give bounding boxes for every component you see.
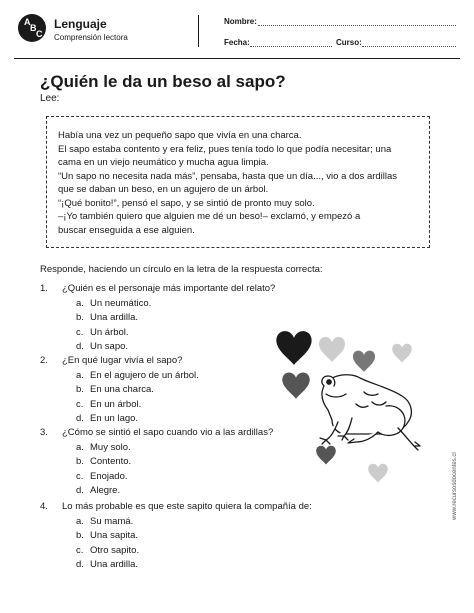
- option-letter[interactable]: a.: [76, 297, 84, 309]
- answer-option[interactable]: [40, 529, 312, 544]
- option-letter[interactable]: d.: [76, 559, 84, 570]
- course-label: Curso:: [336, 38, 362, 47]
- option-text: En el agujero de un árbol.: [90, 369, 199, 381]
- question-1: [40, 282, 275, 355]
- name-label: Nombre:: [224, 17, 257, 26]
- header-rule: [14, 58, 460, 59]
- frog-icon: [320, 375, 420, 450]
- answer-option[interactable]: [40, 484, 273, 499]
- option-letter[interactable]: b.: [76, 530, 84, 541]
- option-letter[interactable]: c.: [76, 544, 84, 556]
- question-number: 1.: [40, 283, 48, 294]
- option-text: Un árbol.: [90, 326, 129, 338]
- option-text: Un sapo.: [90, 341, 129, 352]
- course-field[interactable]: [362, 46, 456, 47]
- option-letter[interactable]: d.: [76, 413, 84, 424]
- option-text: Un neumático.: [90, 297, 152, 309]
- answer-option[interactable]: [40, 544, 312, 559]
- heart-icon: [392, 344, 412, 363]
- logo-letter-a: A: [24, 17, 31, 27]
- answer-option[interactable]: [40, 297, 275, 312]
- answer-option[interactable]: [40, 441, 273, 456]
- option-text: Alegre.: [90, 485, 121, 496]
- question-4: [40, 500, 312, 573]
- question-number: 4.: [40, 501, 48, 512]
- answer-option[interactable]: [40, 558, 312, 573]
- option-letter[interactable]: b.: [76, 312, 84, 323]
- question-3: [40, 426, 273, 499]
- answer-option[interactable]: [40, 470, 273, 485]
- logo-letter-c: C: [36, 29, 43, 39]
- question-text: ¿Cómo se sintió el sapo cuando vio a las ardillas?: [62, 427, 274, 438]
- read-prompt: Lee:: [40, 93, 60, 104]
- option-letter[interactable]: d.: [76, 485, 84, 496]
- date-label: Fecha:: [224, 38, 250, 47]
- story-line: “¡Qué bonito!”, pensó el sapo, y se sintió de pronto muy solo.: [58, 197, 315, 209]
- answer-option[interactable]: [40, 515, 312, 530]
- story-text: [58, 129, 424, 237]
- story-line: que se daban un beso, en un agujero de un árbol.: [58, 184, 269, 195]
- story-line: El sapo estaba contento y era feliz, pues tenía todo lo que podía necesitar; una: [58, 143, 392, 155]
- answer-option[interactable]: [40, 383, 199, 398]
- option-text: En un lago.: [90, 413, 139, 424]
- answer-option[interactable]: [40, 311, 275, 326]
- option-text: En una charca.: [90, 384, 154, 395]
- instruction-text: Responde, haciendo un círculo en la letra de la respuesta correcta:: [40, 264, 323, 275]
- question-number: 3.: [40, 427, 48, 438]
- question-text: ¿Quién es el personaje más importante del relato?: [62, 283, 276, 294]
- question-text: Lo más probable es que este sapito quiera la compañía de:: [62, 501, 312, 512]
- story-line: “Un sapo no necesita nada más”, pensaba, hasta que un día..., vio a dos ardillas: [58, 170, 398, 182]
- header-divider: [198, 15, 199, 47]
- heart-icon: [368, 464, 388, 483]
- option-text: Muy solo.: [90, 441, 131, 453]
- option-text: Una sapita.: [90, 530, 139, 541]
- option-letter[interactable]: b.: [76, 384, 84, 395]
- option-text: Una ardilla.: [90, 559, 139, 570]
- option-letter[interactable]: a.: [76, 515, 84, 527]
- story-line: cama en un viejo neumático y mucha agua limpia.: [58, 157, 269, 168]
- heart-icon: [276, 331, 311, 365]
- subject-title: Lenguaje: [54, 17, 107, 31]
- story-line: –¡Yo también quiero que alguien me dé un beso!– exclamó, y empezó a: [58, 211, 361, 222]
- option-text: Su mamá.: [90, 515, 134, 527]
- answer-option[interactable]: [40, 369, 199, 384]
- frog-hearts-illustration: [268, 322, 428, 492]
- heart-icon: [282, 372, 309, 398]
- option-letter[interactable]: b.: [76, 456, 84, 467]
- worksheet-title: ¿Quién le da un beso al sapo?: [40, 72, 286, 91]
- question-2: [40, 354, 199, 427]
- subject-subtitle: Comprensión lectora: [54, 33, 128, 42]
- question-text: ¿En qué lugar vivía el sapo?: [62, 355, 183, 366]
- option-letter[interactable]: a.: [76, 369, 84, 381]
- option-letter[interactable]: a.: [76, 441, 84, 453]
- option-letter[interactable]: c.: [76, 326, 84, 338]
- logo-letter-b: B: [30, 23, 37, 33]
- story-line: buscar enseguida a ese alguien.: [58, 224, 195, 236]
- abc-logo: [18, 14, 46, 42]
- option-text: Contento.: [90, 456, 132, 467]
- option-text: En un árbol.: [90, 398, 142, 410]
- answer-option[interactable]: [40, 326, 275, 341]
- heart-icon: [319, 337, 345, 362]
- option-text: Una ardilla.: [90, 312, 139, 323]
- heart-icon: [316, 446, 336, 465]
- option-text: Otro sapito.: [90, 544, 140, 556]
- answer-option[interactable]: [40, 398, 199, 413]
- option-letter[interactable]: d.: [76, 341, 84, 352]
- option-text: Enojado.: [90, 470, 128, 482]
- option-letter[interactable]: c.: [76, 398, 84, 410]
- option-letter[interactable]: c.: [76, 470, 84, 482]
- heart-icon: [353, 351, 375, 372]
- story-line: Había una vez un pequeño sapo que vivía en una charca.: [58, 130, 302, 141]
- date-field[interactable]: [250, 46, 332, 47]
- answer-option[interactable]: [40, 412, 199, 427]
- answer-option[interactable]: [40, 455, 273, 470]
- credit-text: www.recursosdocentes.cl: [452, 452, 458, 520]
- question-number: 2.: [40, 355, 48, 366]
- name-field[interactable]: [258, 25, 456, 26]
- answer-option[interactable]: [40, 340, 275, 355]
